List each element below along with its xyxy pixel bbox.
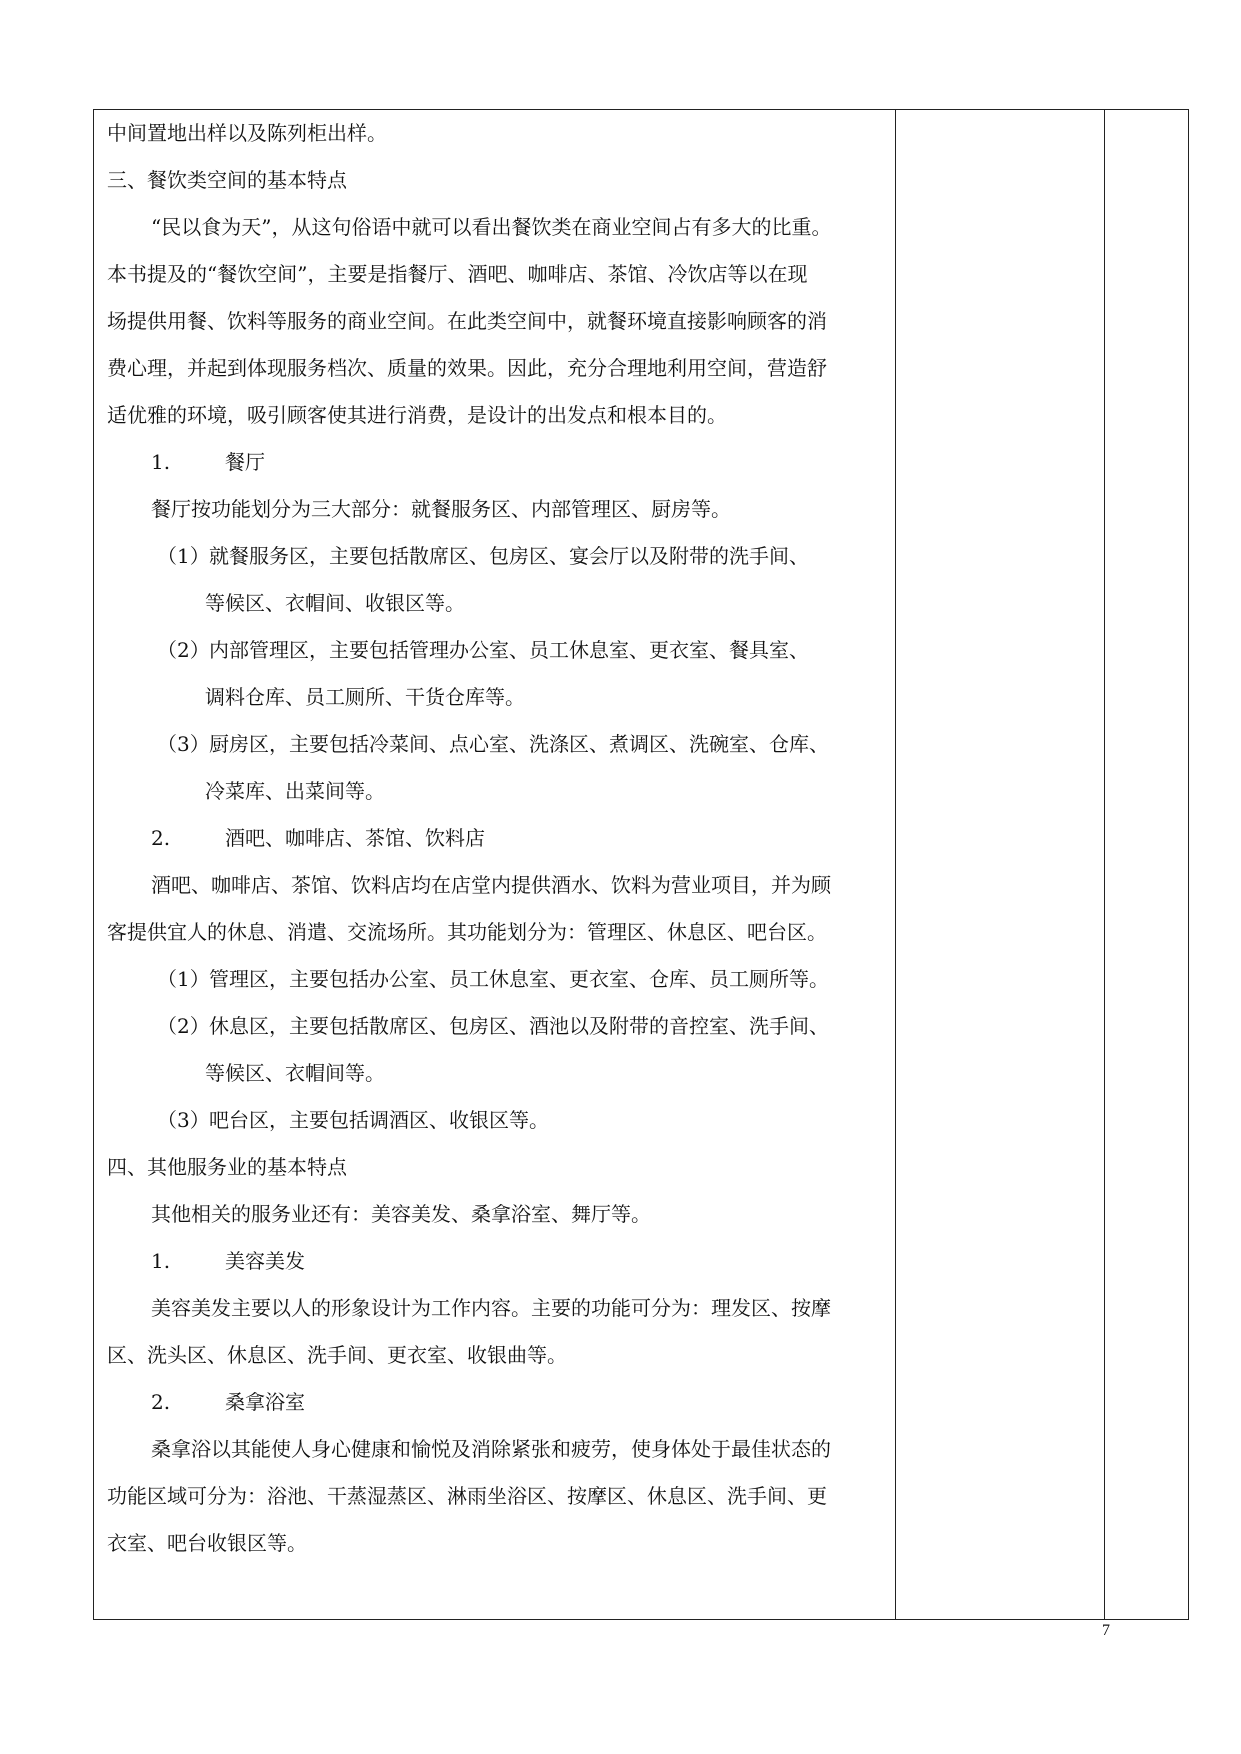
paragraph-line: 餐厅按功能划分为三大部分：就餐服务区、内部管理区、厨房等。 [151, 497, 731, 521]
subsection-heading: 1. 餐厅 [151, 450, 265, 474]
paragraph-line: 衣室、吧台收银区等。 [107, 1531, 307, 1555]
section-heading: 四、其他服务业的基本特点 [107, 1155, 347, 1179]
paragraph-line: 费心理，并起到体现服务档次、质量的效果。因此，充分合理地利用空间，营造舒 [107, 356, 827, 380]
paragraph-line: 适优雅的环境，吸引顾客使其进行消费，是设计的出发点和根本目的。 [107, 403, 727, 427]
section-heading: 三、餐饮类空间的基本特点 [107, 168, 347, 192]
document-table [93, 109, 1189, 1620]
column-divider [1104, 110, 1105, 1619]
list-item-continuation: 冷菜库、出菜间等。 [205, 779, 385, 803]
paragraph-line: 客提供宜人的休息、消遣、交流场所。其功能划分为：管理区、休息区、吧台区。 [107, 920, 827, 944]
list-item: （1）就餐服务区，主要包括散席区、包房区、宴会厅以及附带的洗手间、 [157, 544, 809, 568]
list-item: （3）厨房区，主要包括冷菜间、点心室、洗涤区、煮调区、洗碗室、仓库、 [157, 732, 829, 756]
paragraph-line: 功能区域可分为：浴池、干蒸湿蒸区、淋雨坐浴区、按摩区、休息区、洗手间、更 [107, 1484, 827, 1508]
list-item: （2）休息区，主要包括散席区、包房区、酒池以及附带的音控室、洗手间、 [157, 1014, 829, 1038]
list-item-continuation: 等候区、衣帽间等。 [205, 1061, 385, 1085]
list-item: （1）管理区，主要包括办公室、员工休息室、更衣室、仓库、员工厕所等。 [157, 967, 829, 991]
page-number: 7 [1102, 1622, 1110, 1639]
table-cell-main [107, 110, 887, 1567]
list-item: （2）内部管理区，主要包括管理办公室、员工休息室、更衣室、餐具室、 [157, 638, 809, 662]
paragraph-line: 区、洗头区、休息区、洗手间、更衣室、收银曲等。 [107, 1343, 567, 1367]
text-line: 中间置地出样以及陈列柜出样。 [107, 121, 387, 145]
paragraph-line: 酒吧、咖啡店、茶馆、饮料店均在店堂内提供酒水、饮料为营业项目，并为顾 [151, 873, 831, 897]
list-item: （3）吧台区，主要包括调酒区、收银区等。 [157, 1108, 549, 1132]
subsection-heading: 2. 桑拿浴室 [151, 1390, 305, 1414]
list-item-continuation: 调料仓库、员工厕所、干货仓库等。 [205, 685, 525, 709]
paragraph-line: 其他相关的服务业还有：美容美发、桑拿浴室、舞厅等。 [151, 1202, 651, 1226]
list-item-continuation: 等候区、衣帽间、收银区等。 [205, 591, 465, 615]
paragraph-line: 桑拿浴以其能使人身心健康和愉悦及消除紧张和疲劳，使身体处于最佳状态的 [151, 1437, 831, 1461]
subsection-heading: 1. 美容美发 [151, 1249, 305, 1273]
paragraph-line: 美容美发主要以人的形象设计为工作内容。主要的功能可分为：理发区、按摩 [151, 1296, 831, 1320]
subsection-heading: 2. 酒吧、咖啡店、茶馆、饮料店 [151, 826, 485, 850]
paragraph-line: “民以食为天”，从这句俗语中就可以看出餐饮类在商业空间占有多大的比重。 [151, 215, 832, 239]
column-divider [895, 110, 896, 1619]
paragraph-line: 场提供用餐、饮料等服务的商业空间。在此类空间中，就餐环境直接影响顾客的消 [107, 309, 827, 333]
paragraph-line: 本书提及的“餐饮空间”，主要是指餐厅、酒吧、咖啡店、茶馆、冷饮店等以在现 [107, 262, 808, 286]
